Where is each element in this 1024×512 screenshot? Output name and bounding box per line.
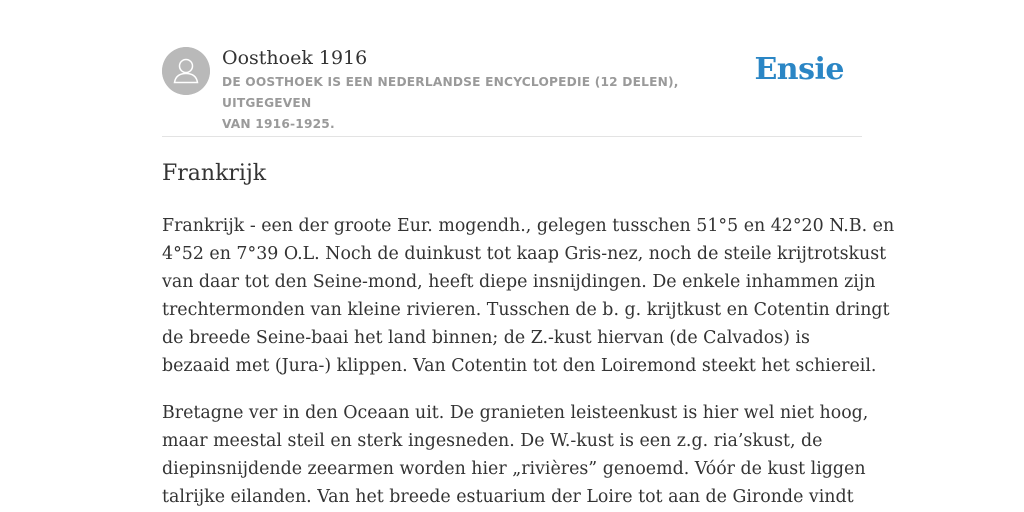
ensie-logo[interactable]: Ensie xyxy=(754,52,844,87)
entry-title: Frankrijk xyxy=(162,161,267,186)
entry-paragraph xyxy=(162,399,869,511)
paragraph-line: trechtermonden van kleine rivieren. Tusschen de b. g. krijtkust en Cotentin dringt xyxy=(162,300,890,320)
paragraph-line: maar meestal steil en sterk ingesneden. De W.-kust is een z.g. ria’skust, de xyxy=(162,431,823,451)
source-header xyxy=(162,46,862,137)
source-name[interactable]: Oosthoek 1916 xyxy=(222,47,368,69)
paragraph-line: 4°52 en 7°39 O.L. Noch de duinkust tot kaap Gris-nez, noch de steile krijtrotskust xyxy=(162,244,887,264)
paragraph-line: van daar tot den Seine-mond, heeft diepe insnijdingen. De enkele inhammen zijn xyxy=(162,272,876,292)
user-avatar-icon[interactable] xyxy=(162,47,210,95)
paragraph-line: diepinsnijdende zeearmen worden hier „rivières” genoemd. Vóór de kust liggen xyxy=(162,459,866,479)
source-description xyxy=(222,72,762,135)
paragraph-line: Frankrijk - een der groote Eur. mogendh., gelegen tusschen 51°5 en 42°20 N.B. en xyxy=(162,216,895,236)
source-description-line: DE OOSTHOEK IS EEN NEDERLANDSE ENCYCLOPEDIE (12 DELEN), UITGEGEVEN xyxy=(222,75,679,110)
entry-body xyxy=(162,212,895,512)
entry-paragraph xyxy=(162,212,895,380)
source-description-line: VAN 1916-1925. xyxy=(222,117,335,131)
paragraph-line: de breede Seine-baai het land binnen; de Z.-kust hiervan (de Calvados) is xyxy=(162,328,810,348)
paragraph-line: bezaaid met (Jura-) klippen. Van Cotentin tot den Loiremond steekt het schiereil. xyxy=(162,356,877,376)
paragraph-line: talrijke eilanden. Van het breede estuarium der Loire tot aan de Gironde vindt xyxy=(162,487,854,507)
paragraph-line: Bretagne ver in den Oceaan uit. De granieten leisteenkust is hier wel niet hoog, xyxy=(162,403,869,423)
